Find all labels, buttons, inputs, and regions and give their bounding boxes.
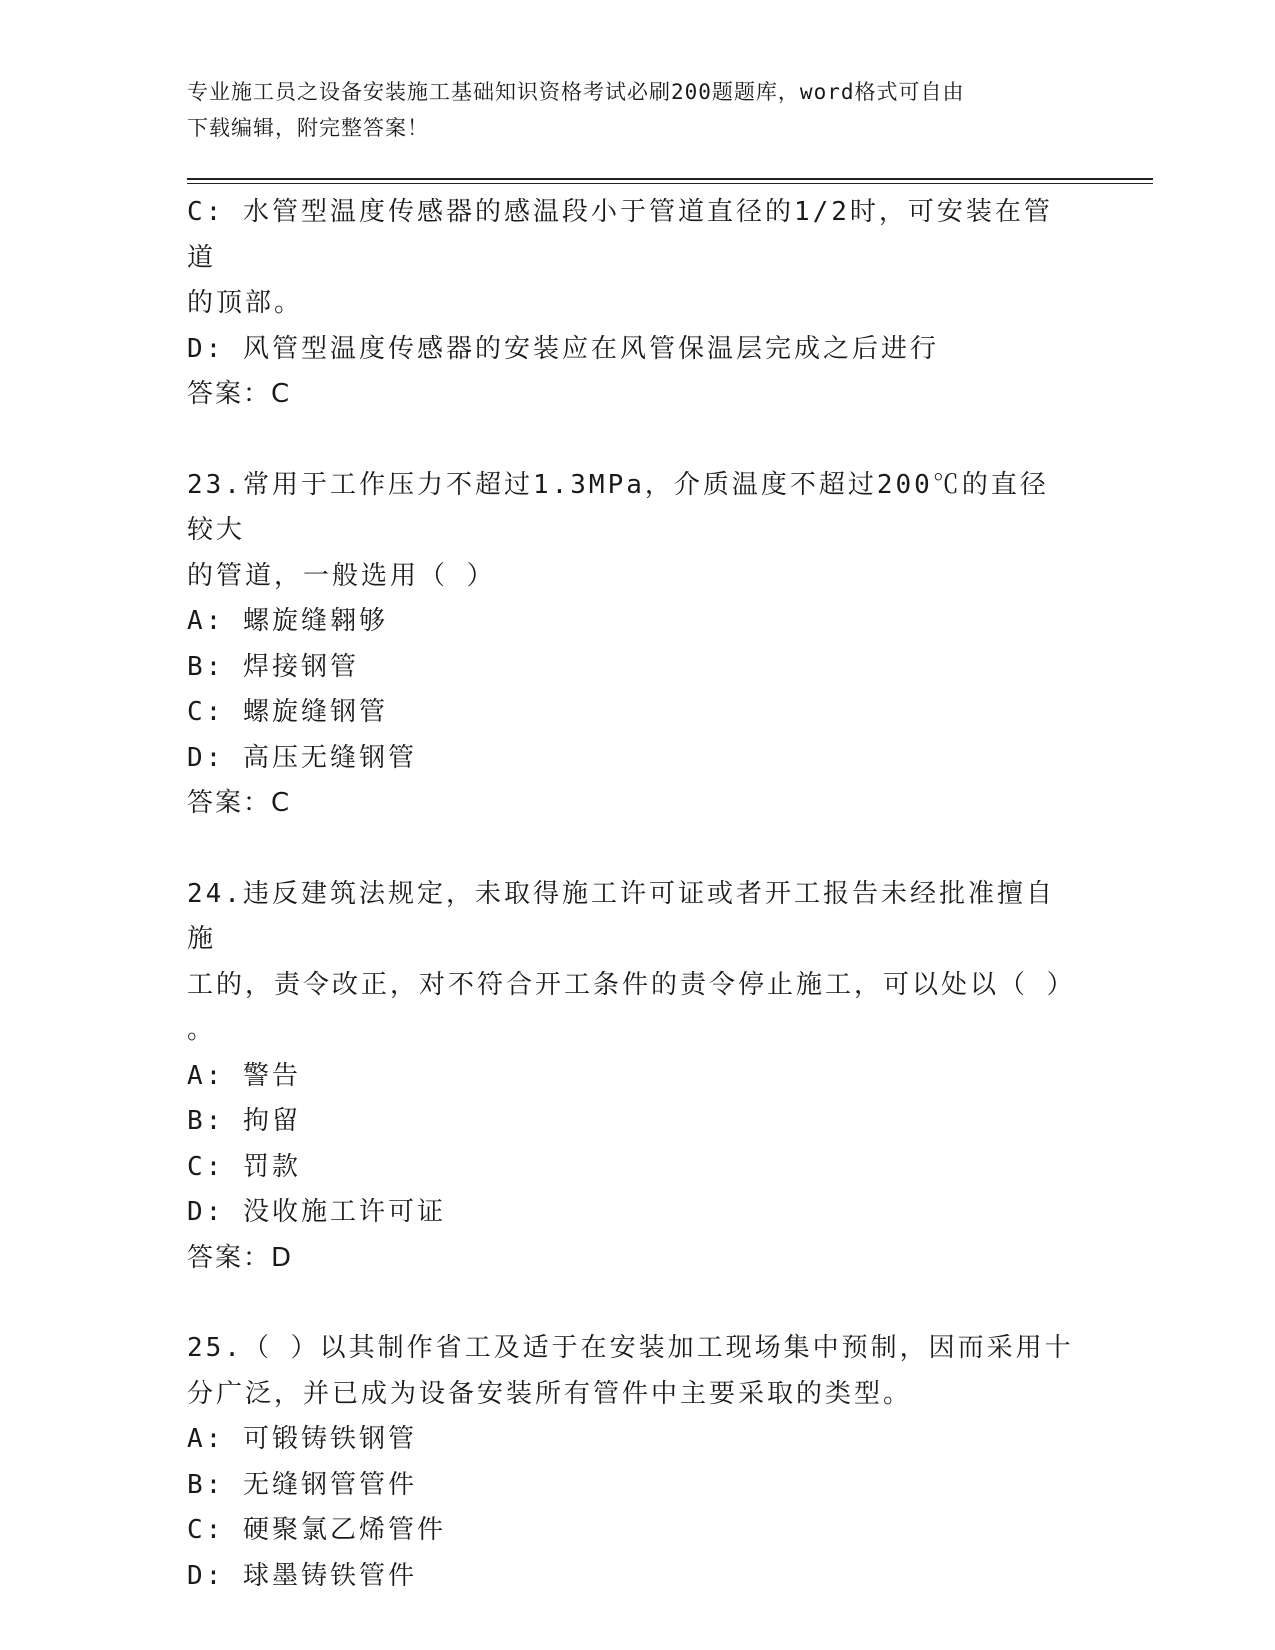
q25-stem-line-2: 分广泛，并已成为设备安装所有管件中主要采取的类型。 [187, 1378, 913, 1409]
q24-option-c: C: 罚款 [187, 1151, 301, 1182]
q23-answer: 答案：C [187, 788, 292, 818]
q25-stem-line-1: 25.（ ）以其制作省工及适于在安装加工现场集中预制，因而采用十 [187, 1333, 1074, 1363]
question-25 [187, 1326, 1077, 1599]
q25-option-c: C: 硬聚氯乙烯管件 [187, 1515, 446, 1545]
q25-option-b: B: 无缝钢管管件 [187, 1469, 417, 1500]
header-divider-thin [187, 183, 1153, 184]
q22-answer: 答案：C [187, 379, 292, 409]
question-23 [187, 463, 1077, 827]
q24-stem-line-1: 24.违反建筑法规定，未取得施工许可证或者开工报告未经批准擅自施 [187, 878, 1055, 954]
q24-stem-line-2: 工的，责令改正，对不符合开工条件的责令停止施工，可以处以（ ） [187, 969, 1076, 1000]
q23-option-d: D: 高压无缝钢管 [187, 742, 417, 773]
q22-option-c-line-2: 的顶部。 [187, 288, 304, 318]
q25-option-a: A: 可锻铸铁钢管 [187, 1424, 417, 1454]
q23-option-a: A: 螺旋缝翱够 [187, 606, 388, 636]
question-24 [187, 872, 1077, 1282]
spacer [187, 827, 1077, 872]
header-line-1: 专业施工员之设备安装施工基础知识资格考试必刷200题题库，word格式可自由 [187, 80, 965, 104]
q24-answer: 答案：D [187, 1242, 294, 1273]
q25-option-d: D: 球墨铸铁管件 [187, 1560, 417, 1591]
q24-stem-line-3: 。 [187, 1015, 214, 1045]
q22-option-d: D: 风管型温度传感器的安装应在风管保温层完成之后进行 [187, 333, 939, 364]
document-header [187, 74, 1067, 146]
q23-stem-line-1: 23.常用于工作压力不超过1.3MPa，介质温度不超过200℃的直径较大 [187, 469, 1049, 545]
q23-option-b: B: 焊接钢管 [187, 651, 359, 682]
q23-option-c: C: 螺旋缝钢管 [187, 697, 388, 727]
spacer [187, 1281, 1077, 1326]
q22-option-c-line-1: C: 水管型温度传感器的感温段小于管道直径的1/2时，可安装在管道 [187, 197, 1053, 273]
header-line-2: 下载编辑，附完整答案！ [187, 116, 429, 140]
question-22 [187, 190, 1077, 418]
q24-option-b: B: 拘留 [187, 1106, 301, 1136]
header-divider-thick [187, 178, 1153, 180]
q24-option-a: A: 警告 [187, 1060, 301, 1091]
question-content [187, 190, 1077, 1599]
q23-stem-line-2: 的管道，一般选用（ ） [187, 560, 496, 591]
spacer [187, 418, 1077, 463]
q24-option-d: D: 没收施工许可证 [187, 1197, 446, 1227]
